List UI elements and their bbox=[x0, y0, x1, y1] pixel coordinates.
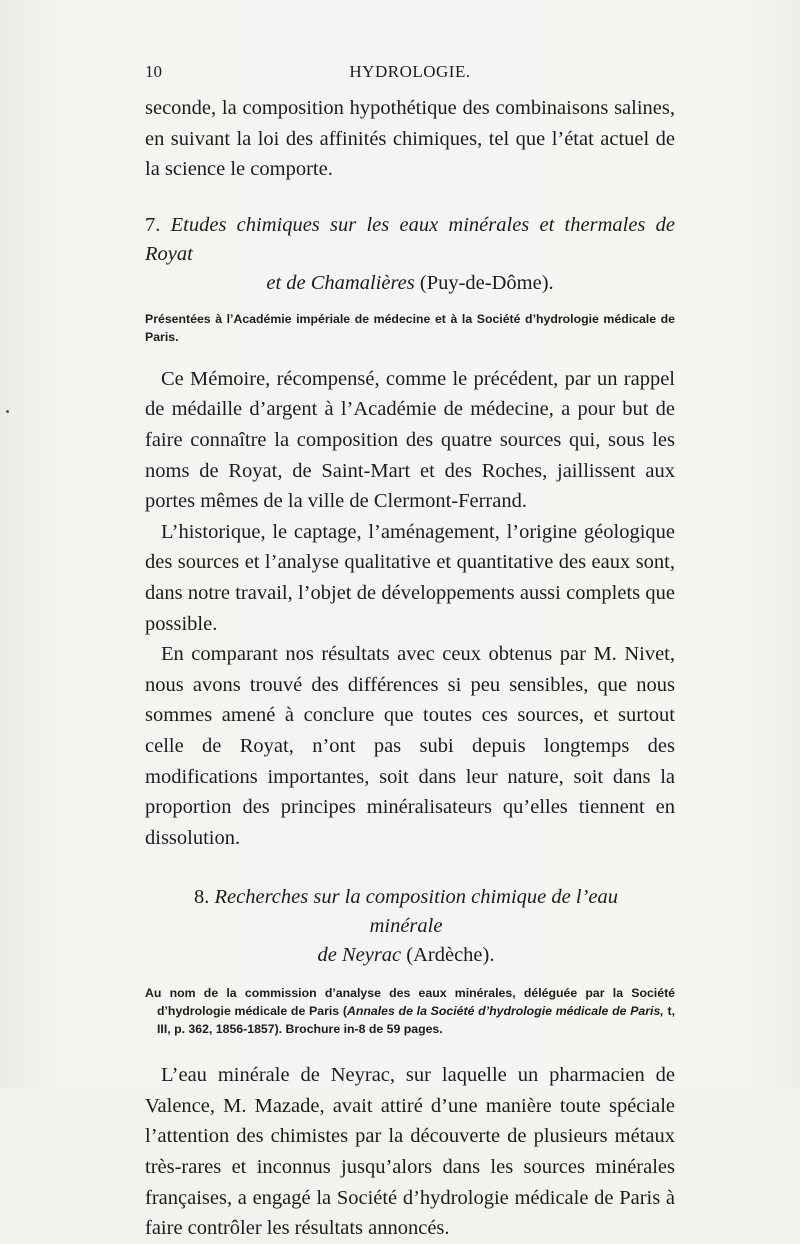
page-header bbox=[145, 62, 675, 86]
section-7-title-line2: et de Chamalières bbox=[266, 271, 415, 294]
section-7-title-place: (Puy-de-Dôme). bbox=[419, 271, 554, 294]
section-8-note-text-1: Au nom de la commission d’analyse des eaux minérales, déléguée par la Société d’hydrologie médicale de Paris ( bbox=[145, 986, 675, 1019]
section-8-title-place: (Ardèche). bbox=[406, 944, 495, 967]
page-number: 10 bbox=[145, 62, 162, 81]
section-8-paragraph: L’eau minérale de Neyrac, sur laquelle un pharmacien de Valence, M. Mazade, avait attiré d’une manière toute spéciale l’attention des chimistes par la découverte de plusieurs métaux très-rares et inconnus jusqu’alors dans les sources minérales françaises, a engagé la Société d’hydrologie médicale de Paris à faire contrôler les résultats annoncés. bbox=[145, 1064, 675, 1240]
section-7-title-line1: Etudes chimiques sur les eaux minérales et thermales de Royat bbox=[145, 213, 676, 265]
section-7-number: 7. bbox=[145, 213, 161, 236]
section-8-number: 8. bbox=[194, 886, 210, 909]
section-8-note-text-2: t, III, p. 362, 1856-1857). Brochure in-8 de 59 pages. bbox=[157, 1004, 675, 1037]
section-7-paragraph-1: Ce Mémoire, récompensé, comme le précédent, par un rappel de médaille d’argent à l’Académie de médecine, a pour but de faire connaître la composition des quatre sources qui, sous les noms de Royat, de Saint-Mart et des Roches, jaillissent aux portes mêmes de la ville de Clermont-Ferrand. bbox=[145, 367, 675, 513]
section-7-paragraph-3: En comparant nos résultats avec ceux obtenus par M. Nivet, nous avons trouvé des différences si peu sensibles, que nous sommes amené à conclure que toutes ces sources, et surtout celle de Royat, n’ont pas subi depuis longtemps des modifications importantes, soit dans leur nature, soit dans la proportion des principes minéralisateurs qu’elles tiennent en dissolution. bbox=[145, 643, 675, 849]
section-7-note: Présentées à l’Académie impériale de médecine et à la Société d’hydrologie médicale de Paris. bbox=[145, 311, 675, 344]
section-7-paragraph-2: L’historique, le captage, l’aménagement, l’origine géologique des sources et l’analyse qualitative et quantitative des eaux sont, dans notre travail, l’objet de développements aussi complets que possible. bbox=[145, 520, 675, 635]
section-8-note bbox=[145, 984, 675, 1038]
page-content bbox=[145, 93, 675, 1244]
section-8-note-journal: Annales de la Société d’hydrologie médicale de Paris, bbox=[346, 1004, 664, 1019]
running-title: HYDROLOGIE. bbox=[349, 62, 471, 81]
section-7-title bbox=[145, 211, 675, 298]
margin-speck bbox=[6, 410, 9, 413]
section-8-title bbox=[145, 883, 675, 970]
section-8-title-line2: de Neyrac bbox=[317, 944, 402, 967]
section-8-title-line1: Recherches sur la composition chimique de l’eau minérale bbox=[214, 886, 618, 938]
intro-paragraph: seconde, la composition hypothétique des combinaisons salines, en suivant la loi des affinités chimiques, tel que l’état actuel de la science le comporte. bbox=[145, 97, 675, 181]
